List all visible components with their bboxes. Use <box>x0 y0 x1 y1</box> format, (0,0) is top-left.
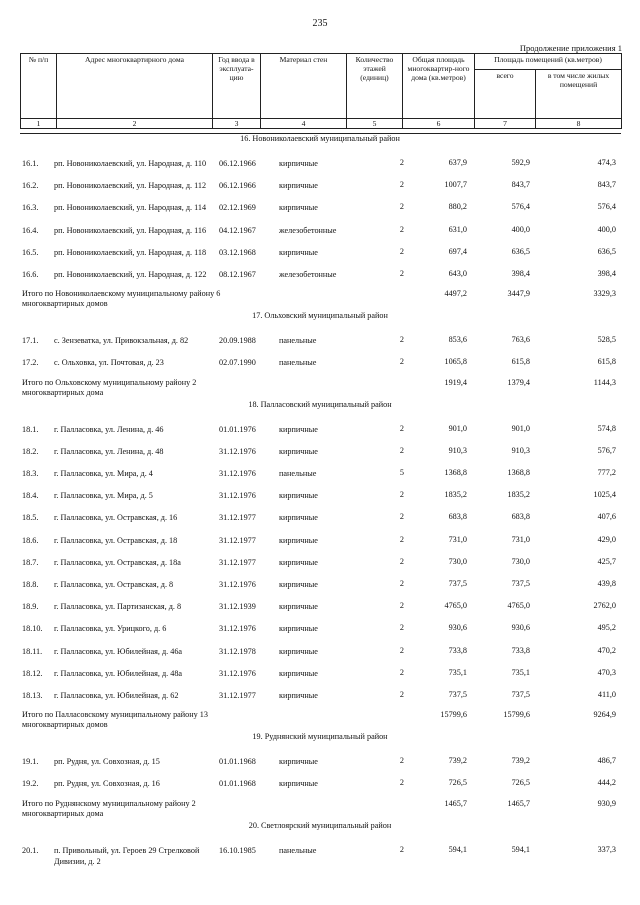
row-total-area: 901,0 <box>448 423 467 433</box>
row-address: рп. Новониколаевский, ул. Народная, д. 122 <box>54 270 207 279</box>
row-premises-all: 731,0 <box>511 534 530 544</box>
row-address: п. Привольный, ул. Героев 29 Стрелковой Дивизии, д. 2 <box>54 845 200 866</box>
section-total-label: Итого по Новониколаевскому муниципальному району 6 многоквартирных домов <box>22 289 221 309</box>
row-premises-all: 901,0 <box>511 423 530 433</box>
row-premises-all: 1835,2 <box>507 490 530 500</box>
row-floors: 2 <box>399 512 404 522</box>
row-material: кирпичные <box>279 247 318 257</box>
row-material: кирпичные <box>279 491 318 501</box>
row-premises-all: 726,5 <box>511 778 530 788</box>
row-material: кирпичные <box>279 779 318 789</box>
row-premises-residential: 777,2 <box>597 468 616 477</box>
row-premises-residential: 411,0 <box>597 690 616 699</box>
row-address: г. Палласовка, ул. Мира, д. 5 <box>54 491 153 501</box>
row-address: г. Палласовка, ул. Партизанская, д. 8 <box>54 602 182 612</box>
table-rule <box>20 133 621 134</box>
row-address: рп. Новониколаевский, ул. Народная, д. 114 <box>54 203 207 213</box>
row-year: 31.12.1976 <box>219 580 256 589</box>
row-year: 31.12.1976 <box>219 491 256 501</box>
row-number: 18.6. <box>22 535 39 545</box>
row-premises-all: 735,1 <box>511 667 530 677</box>
row-floors: 2 <box>399 180 404 190</box>
row-floors: 2 <box>399 623 404 633</box>
row-year: 02.12.1969 <box>219 203 256 213</box>
row-address: г. Палласовка, ул. Ленина, д. 46 <box>54 424 164 434</box>
row-premises-residential: 398,4 <box>597 269 616 278</box>
row-year: 31.12.1939 <box>219 602 256 612</box>
row-total-area: 910,3 <box>448 445 467 455</box>
row-premises-all: 733,8 <box>511 645 530 655</box>
row-material: панельные <box>279 845 317 855</box>
row-number: 16.4. <box>22 225 39 235</box>
row-total-area: 930,6 <box>448 623 467 633</box>
header-year: Год ввода в эксплуата-цию <box>213 54 261 119</box>
header-all: всего <box>475 70 536 119</box>
row-number: 18.13. <box>22 691 43 700</box>
row-floors: 2 <box>399 579 404 588</box>
row-floors: 2 <box>399 667 404 677</box>
row-number: 18.4. <box>22 491 39 501</box>
row-floors: 5 <box>399 468 404 477</box>
row-total-area: 739,2 <box>448 756 467 766</box>
page-number: 235 <box>312 18 328 29</box>
row-premises-all: 400,0 <box>511 224 530 234</box>
row-premises-residential: 470,3 <box>597 667 616 677</box>
row-material: кирпичные <box>279 624 318 634</box>
row-address: г. Палласовка, ул. Урицкого, д. 6 <box>54 624 167 634</box>
section-title: 18. Палласовский муниципальный район <box>248 399 392 409</box>
row-year: 31.12.1977 <box>219 691 256 700</box>
row-number: 18.2. <box>22 446 39 456</box>
row-year: 01.01.1968 <box>219 779 256 789</box>
row-premises-all: 843,7 <box>511 180 530 190</box>
section-total-all: 15799,6 <box>503 710 530 720</box>
row-total-area: 697,4 <box>448 246 467 256</box>
section-title: 16. Новониколаевский муниципальный район <box>240 134 400 143</box>
row-address: г. Палласовка, ул. Остравская, д. 16 <box>54 513 178 523</box>
header-address: Адрес многоквартирного дома <box>57 54 213 119</box>
row-total-area: 737,5 <box>448 579 467 588</box>
row-total-area: 594,1 <box>448 844 467 854</box>
row-floors: 2 <box>399 556 404 566</box>
row-premises-residential: 439,8 <box>597 579 616 588</box>
row-number: 18.1. <box>22 424 39 434</box>
row-premises-all: 739,2 <box>511 756 530 766</box>
row-address: рп. Новониколаевский, ул. Народная, д. 116 <box>54 225 207 235</box>
row-year: 31.12.1977 <box>219 535 256 545</box>
row-premises-all: 737,5 <box>511 579 530 588</box>
row-premises-residential: 576,4 <box>597 202 616 212</box>
row-premises-all: 594,1 <box>511 844 530 854</box>
row-total-area: 733,8 <box>448 645 467 655</box>
row-material: кирпичные <box>279 535 318 545</box>
row-number: 18.12. <box>22 668 43 678</box>
row-material: кирпичные <box>279 424 318 434</box>
row-address: рп. Новониколаевский, ул. Народная, д. 112 <box>54 181 207 191</box>
row-year: 03.12.1968 <box>219 247 256 257</box>
row-total-area: 726,5 <box>448 778 467 788</box>
column-number-2: 2 <box>57 119 213 129</box>
row-number: 18.7. <box>22 557 39 567</box>
row-premises-residential: 400,0 <box>597 224 616 234</box>
table-header <box>20 53 622 129</box>
row-address: г. Палласовка, ул. Юбилейная, д. 46а <box>54 646 183 656</box>
column-number-3: 3 <box>213 119 261 129</box>
row-number: 18.11. <box>22 646 43 656</box>
header-floors: Количество этажей (единиц) <box>347 54 403 119</box>
row-year: 31.12.1977 <box>219 513 256 523</box>
row-premises-all: 930,6 <box>511 623 530 633</box>
section-total-area: 1465,7 <box>444 798 467 808</box>
section-total-all: 3447,9 <box>507 289 530 299</box>
row-premises-residential: 495,2 <box>597 623 616 633</box>
row-address: г. Палласовка, ул. Остравская, д. 18 <box>54 535 178 545</box>
row-material: кирпичные <box>279 159 318 168</box>
section-total-all: 1379,4 <box>507 377 530 387</box>
row-number: 17.2. <box>22 358 39 368</box>
row-floors: 2 <box>399 357 404 367</box>
row-number: 18.10. <box>22 624 43 634</box>
row-address: г. Палласовка, ул. Юбилейная, д. 48а <box>54 668 183 678</box>
row-material: панельные <box>279 358 317 368</box>
row-total-area: 737,5 <box>448 690 467 699</box>
row-year: 01.01.1976 <box>219 424 256 434</box>
row-year: 31.12.1976 <box>219 446 256 456</box>
row-number: 16.1. <box>22 159 39 168</box>
row-floors: 2 <box>399 645 404 655</box>
row-material: кирпичные <box>279 446 318 456</box>
row-year: 04.12.1967 <box>219 225 256 235</box>
row-address: рп. Новониколаевский, ул. Народная, д. 118 <box>54 247 207 257</box>
section-total-label: Итого по Руднянскому муниципальному району 2 многоквартирных дома <box>22 798 196 818</box>
section-title: 17. Ольховский муниципальный район <box>252 311 388 321</box>
row-total-area: 637,9 <box>448 158 467 167</box>
row-premises-residential: 574,8 <box>597 423 616 433</box>
column-numbers-row <box>21 119 622 129</box>
row-premises-residential: 425,7 <box>597 556 616 566</box>
row-year: 16.10.1985 <box>219 845 256 855</box>
row-premises-residential: 576,7 <box>597 445 616 455</box>
column-number-5: 5 <box>347 119 403 129</box>
row-material: кирпичные <box>279 557 318 567</box>
header-material: Материал стен <box>261 54 347 119</box>
row-premises-all: 636,5 <box>511 246 530 256</box>
row-address: рп. Рудня, ул. Совхозная, д. 15 <box>54 757 160 767</box>
row-year: 31.12.1977 <box>219 557 256 567</box>
row-material: кирпичные <box>279 646 318 656</box>
row-address: г. Палласовка, ул. Ленина, д. 48 <box>54 446 164 456</box>
row-premises-all: 737,5 <box>511 690 530 699</box>
section-title: 20. Светлоярский муниципальный район <box>248 820 392 830</box>
row-number: 18.5. <box>22 513 39 523</box>
row-material: кирпичные <box>279 580 318 589</box>
row-premises-residential: 444,2 <box>597 778 616 788</box>
row-material: панельные <box>279 336 317 346</box>
column-number-4: 4 <box>261 119 347 129</box>
row-total-area: 643,0 <box>448 269 467 278</box>
header-premises-area: Площадь помещений (кв.метров) <box>475 54 622 70</box>
row-premises-residential: 615,8 <box>597 357 616 367</box>
row-material: железобетонные <box>279 270 337 279</box>
row-premises-all: 763,6 <box>511 335 530 345</box>
row-material: кирпичные <box>279 203 318 213</box>
row-total-area: 4765,0 <box>444 601 467 611</box>
row-year: 20.09.1988 <box>219 336 256 346</box>
row-premises-residential: 843,7 <box>597 180 616 190</box>
row-floors: 2 <box>399 246 404 256</box>
row-year: 01.01.1968 <box>219 757 256 767</box>
row-floors: 2 <box>399 269 404 278</box>
row-year: 31.12.1976 <box>219 469 256 478</box>
section-total-residential: 3329,3 <box>593 289 616 299</box>
row-premises-residential: 528,5 <box>597 335 616 345</box>
row-address: г. Палласовка, ул. Юбилейная, д. 62 <box>54 691 179 700</box>
row-premises-residential: 1025,4 <box>593 490 616 500</box>
row-material: кирпичные <box>279 602 318 612</box>
row-premises-residential: 474,3 <box>597 158 616 167</box>
row-floors: 2 <box>399 445 404 455</box>
row-address: рп. Рудня, ул. Совхозная, д. 16 <box>54 779 160 789</box>
row-floors: 2 <box>399 202 404 212</box>
row-number: 17.1. <box>22 336 39 346</box>
row-year: 31.12.1976 <box>219 624 256 634</box>
row-total-area: 731,0 <box>448 534 467 544</box>
row-floors: 2 <box>399 756 404 766</box>
row-address: г. Палласовка, ул. Мира, д. 4 <box>54 469 153 478</box>
row-premises-residential: 337,3 <box>597 844 616 854</box>
row-floors: 2 <box>399 224 404 234</box>
row-floors: 2 <box>399 335 404 345</box>
row-address: с. Зензеватка, ул. Привокзальная, д. 82 <box>54 336 189 346</box>
header-residential: в том числе жилых помещений <box>536 70 622 119</box>
row-address: г. Палласовка, ул. Остравская, д. 18а <box>54 557 181 567</box>
section-total-all: 1465,7 <box>507 798 530 808</box>
row-year: 31.12.1978 <box>219 646 256 656</box>
row-premises-all: 615,8 <box>511 357 530 367</box>
row-premises-all: 683,8 <box>511 512 530 522</box>
row-premises-residential: 636,5 <box>597 246 616 256</box>
header-total-area: Общая площадь многоквартир-ного дома (кв.метров) <box>403 54 475 119</box>
row-number: 16.6. <box>22 270 39 279</box>
row-total-area: 683,8 <box>448 512 467 522</box>
row-number: 19.1. <box>22 757 39 767</box>
column-number-1: 1 <box>21 119 57 129</box>
row-year: 06.12.1966 <box>219 159 256 168</box>
section-total-area: 15799,6 <box>440 710 467 720</box>
row-total-area: 730,0 <box>448 556 467 566</box>
row-floors: 2 <box>399 690 404 699</box>
row-number: 16.5. <box>22 247 39 257</box>
section-total-residential: 930,9 <box>597 798 616 808</box>
row-material: кирпичные <box>279 757 318 767</box>
header-no: № п/п <box>21 54 57 119</box>
section-title: 19. Руднянский муниципальный район <box>252 732 388 742</box>
row-material: кирпичные <box>279 181 318 191</box>
row-premises-all: 910,3 <box>511 445 530 455</box>
row-premises-all: 398,4 <box>511 269 530 278</box>
section-total-residential: 1144,3 <box>593 377 616 387</box>
row-floors: 2 <box>399 844 404 854</box>
row-floors: 2 <box>399 778 404 788</box>
section-total-label: Итого по Ольховскому муниципальному району 2 многоквартирных дома <box>22 377 197 397</box>
section-total-residential: 9264,9 <box>593 710 616 720</box>
row-number: 18.3. <box>22 469 39 478</box>
row-premises-all: 4765,0 <box>507 601 530 611</box>
row-premises-all: 592,9 <box>511 158 530 167</box>
row-address: с. Ольховка, ул. Почтовая, д. 23 <box>54 358 164 368</box>
row-material: кирпичные <box>279 513 318 523</box>
row-premises-residential: 486,7 <box>597 756 616 766</box>
section-total-label: Итого по Палласовскому муниципальному району 13 многоквартирных домов <box>22 710 208 730</box>
row-total-area: 1835,2 <box>444 490 467 500</box>
row-address: г. Палласовка, ул. Остравская, д. 8 <box>54 580 174 589</box>
column-number-7: 7 <box>475 119 536 129</box>
row-number: 18.9. <box>22 602 39 612</box>
row-floors: 2 <box>399 534 404 544</box>
row-premises-residential: 470,2 <box>597 645 616 655</box>
section-total-area: 4497,2 <box>444 289 467 299</box>
row-number: 18.8. <box>22 580 39 589</box>
section-total-area: 1919,4 <box>444 377 467 387</box>
row-number: 16.3. <box>22 203 39 213</box>
row-total-area: 1065,8 <box>444 357 467 367</box>
row-premises-residential: 429,0 <box>597 534 616 544</box>
row-year: 02.07.1990 <box>219 358 256 368</box>
continuation-note: Продолжение приложения 1 <box>519 43 622 53</box>
row-premises-all: 1368,8 <box>507 468 530 477</box>
row-premises-all: 730,0 <box>511 556 530 566</box>
row-total-area: 1007,7 <box>444 180 467 190</box>
row-premises-residential: 2762,0 <box>593 601 616 611</box>
row-total-area: 880,2 <box>448 202 467 212</box>
row-total-area: 853,6 <box>448 335 467 345</box>
row-total-area: 1368,8 <box>444 468 467 477</box>
row-floors: 2 <box>399 601 404 611</box>
row-number: 16.2. <box>22 181 39 191</box>
row-premises-all: 576,4 <box>511 202 530 212</box>
column-number-6: 6 <box>403 119 475 129</box>
row-floors: 2 <box>399 490 404 500</box>
row-material: железобетонные <box>279 225 337 235</box>
row-total-area: 735,1 <box>448 667 467 677</box>
row-material: кирпичные <box>279 691 318 700</box>
row-premises-residential: 407,6 <box>597 512 616 522</box>
row-number: 19.2. <box>22 779 39 789</box>
row-year: 06.12.1966 <box>219 181 256 191</box>
row-floors: 2 <box>399 158 404 167</box>
row-year: 31.12.1976 <box>219 668 256 678</box>
row-total-area: 631,0 <box>448 224 467 234</box>
column-number-8: 8 <box>536 119 622 129</box>
row-material: панельные <box>279 469 317 478</box>
row-number: 20.1. <box>22 845 39 855</box>
row-material: кирпичные <box>279 668 318 678</box>
row-year: 08.12.1967 <box>219 270 256 279</box>
row-floors: 2 <box>399 423 404 433</box>
row-address: рп. Новониколаевский, ул. Народная, д. 110 <box>54 159 207 168</box>
